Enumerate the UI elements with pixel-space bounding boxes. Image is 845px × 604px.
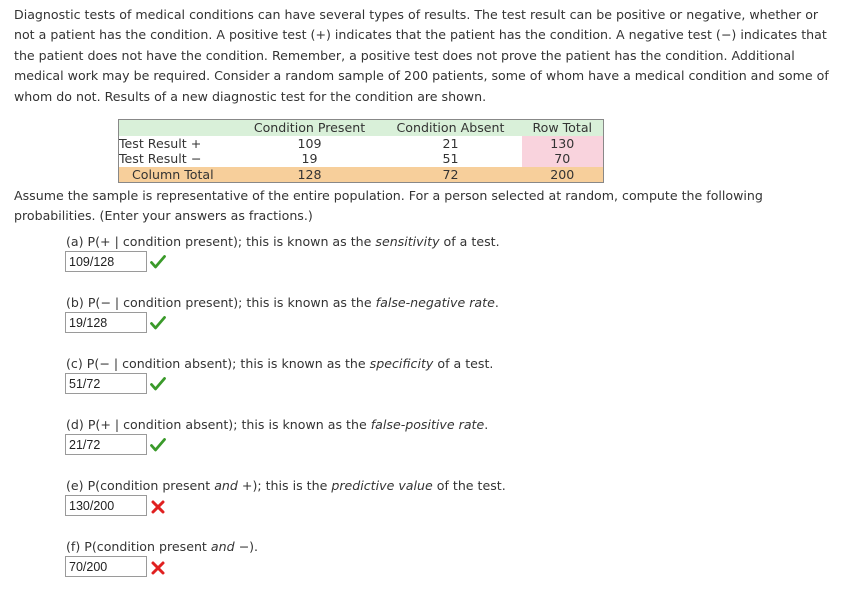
results-table bbox=[118, 119, 604, 183]
question-d: (d) P(+ | condition absent); this is known as the false-positive rate. bbox=[66, 417, 489, 432]
answer-input-e[interactable]: 130/200 bbox=[65, 495, 147, 516]
row-label: Test Result − bbox=[119, 151, 202, 166]
checkmark-icon bbox=[150, 437, 166, 453]
instructions: Assume the sample is representative of the entire population. For a person selected at random, compute the following probabilities. (Enter your answers as fractions.) bbox=[14, 188, 763, 224]
table-row-positive bbox=[119, 136, 604, 152]
question-e: (e) P(condition present and +); this is the predictive value of the test. bbox=[66, 478, 506, 493]
question-b: (b) P(− | condition present); this is known as the false-negative rate. bbox=[66, 295, 499, 310]
x-mark-icon bbox=[150, 499, 166, 515]
table-header-condition-absent: Condition Absent bbox=[380, 120, 522, 136]
answer-input-c[interactable]: 51/72 bbox=[65, 373, 147, 394]
table-header-condition-present: Condition Present bbox=[240, 120, 380, 136]
checkmark-icon bbox=[150, 376, 166, 392]
checkmark-icon bbox=[150, 254, 166, 270]
cell-row-total: 70 bbox=[522, 151, 604, 167]
x-mark-icon bbox=[150, 560, 166, 576]
table-header-row-total: Row Total bbox=[522, 120, 604, 136]
answer-input-a[interactable]: 109/128 bbox=[65, 251, 147, 272]
question-a: (a) P(+ | condition present); this is known as the sensitivity of a test. bbox=[66, 234, 500, 249]
table-header-blank bbox=[119, 120, 240, 136]
table-header-row bbox=[119, 120, 604, 136]
answer-input-f[interactable]: 70/200 bbox=[65, 556, 147, 577]
cell-absent: 51 bbox=[442, 151, 459, 166]
problem-statement: Diagnostic tests of medical conditions can have several types of results. The test result can be positive or negative, whether or not a patient has the condition. A positive test (+) indicates that the patient has the condition. A negative test (−) indicates that the patient does not have the condition. Remember, a positive test does not prove the patient has the condition. Additional medical work may be required. Consider a random sample of 200 patients, some of whom have a medical condition and some of whom do not. Results of a new diagnostic test for the condition are shown. bbox=[14, 7, 829, 104]
row-label: Test Result + bbox=[119, 135, 202, 151]
answer-input-b[interactable]: 19/128 bbox=[65, 312, 147, 333]
cell-absent: 21 bbox=[442, 135, 459, 151]
question-f: (f) P(condition present and −). bbox=[66, 539, 259, 554]
cell-present: 128 bbox=[240, 167, 380, 183]
row-label: Column Total bbox=[119, 167, 240, 183]
answer-input-d[interactable]: 21/72 bbox=[65, 434, 147, 455]
question-c: (c) P(− | condition absent); this is known as the specificity of a test. bbox=[66, 356, 494, 371]
cell-grand-total: 200 bbox=[522, 167, 604, 183]
cell-present: 109 bbox=[297, 135, 322, 151]
checkmark-icon bbox=[150, 315, 166, 331]
cell-present: 19 bbox=[301, 151, 318, 166]
cell-row-total: 130 bbox=[522, 136, 604, 152]
table-row-negative bbox=[119, 151, 604, 167]
cell-absent: 72 bbox=[380, 167, 522, 183]
table-row-column-total bbox=[119, 167, 604, 183]
